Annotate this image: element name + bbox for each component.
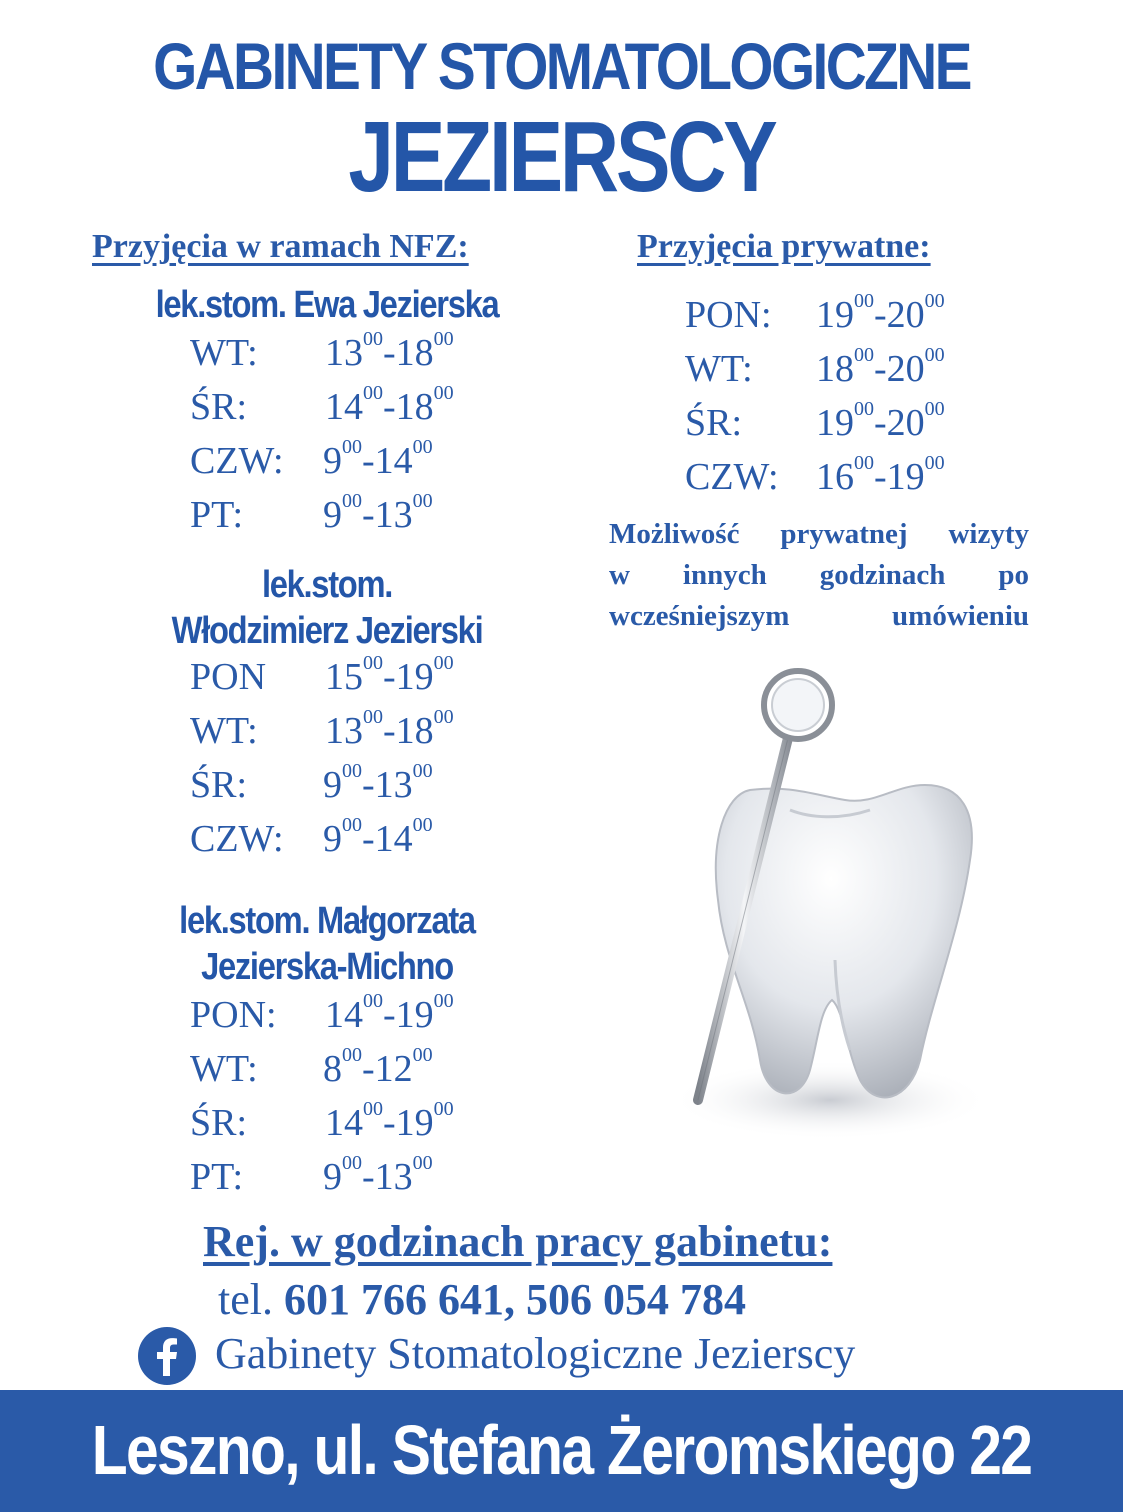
time-range: $9^{00}-13^{00}$ [323, 760, 433, 806]
end-minutes: 00 [433, 328, 454, 350]
start-hour: 19 [816, 402, 854, 444]
end-hour: 18 [395, 710, 434, 752]
hours-row [190, 758, 510, 812]
end-minutes: 00 [924, 344, 945, 366]
private-note [609, 514, 1029, 637]
hours-row [190, 1096, 510, 1150]
start-hour: 13 [325, 710, 363, 752]
end-hour: 13 [374, 764, 413, 806]
start-hour: 9 [323, 1156, 342, 1198]
time-range: $9^{00}-14^{00}$ [323, 814, 433, 860]
day-label: PT: [190, 1156, 244, 1198]
start-hour: 15 [325, 656, 363, 698]
end-minutes: 00 [412, 760, 433, 782]
phone-numbers[interactable]: 601 766 641, 506 054 784 [283, 1275, 746, 1324]
end-minutes: 00 [924, 290, 945, 312]
day-label: WT: [190, 332, 258, 374]
start-minutes: 00 [342, 436, 362, 458]
clinic-name: JEZIERSCY [348, 101, 775, 213]
day-label: ŚR: [190, 386, 248, 428]
end-hour: 13 [374, 1156, 413, 1198]
time-range: $9^{00}-13^{00}$ [323, 1152, 433, 1198]
time-range: $19^{00}-20^{00}$ [816, 290, 945, 336]
day-label: CZW: [190, 440, 284, 482]
doctor-name: lek.stom. [261, 564, 393, 606]
end-minutes: 00 [924, 398, 945, 420]
end-minutes: 00 [433, 706, 454, 728]
start-hour: 18 [816, 348, 854, 390]
time-range: $9^{00}-13^{00}$ [323, 490, 433, 536]
hours-row [190, 1042, 510, 1096]
start-hour: 9 [323, 440, 342, 482]
time-range: $8^{00}-12^{00}$ [323, 1044, 433, 1090]
clinic-title: GABINETY STOMATOLOGICZNE [153, 29, 970, 103]
hours-row [190, 812, 510, 866]
start-minutes: 00 [342, 814, 362, 836]
end-minutes: 00 [433, 382, 454, 404]
private-note-line: w innych godzinach po [609, 559, 1029, 591]
start-minutes: 00 [363, 382, 383, 404]
time-range: $14^{00}-18^{00}$ [325, 382, 454, 428]
day-label: ŚR: [190, 1102, 248, 1144]
time-range: $16^{00}-19^{00}$ [816, 452, 945, 498]
end-hour: 13 [374, 494, 413, 536]
start-hour: 8 [323, 1048, 342, 1090]
phone-line [218, 1274, 746, 1325]
start-minutes: 00 [363, 706, 383, 728]
start-minutes: 00 [342, 490, 362, 512]
private-note-line: Możliwość prywatnej wizyty [609, 518, 1029, 550]
hours-row [685, 450, 1005, 504]
day-label: PON [190, 656, 267, 698]
end-hour: 12 [374, 1048, 413, 1090]
start-hour: 9 [323, 764, 342, 806]
time-range: $18^{00}-20^{00}$ [816, 344, 945, 390]
start-hour: 13 [325, 332, 363, 374]
tooth-illustration [640, 660, 1000, 1160]
day-label: PON: [685, 294, 772, 336]
end-minutes: 00 [412, 1152, 433, 1174]
end-minutes: 00 [412, 1044, 433, 1066]
day-label: WT: [190, 710, 258, 752]
end-hour: 19 [886, 456, 925, 498]
day-label: CZW: [685, 456, 779, 498]
private-note-line: wcześniejszym umówieniu [609, 600, 1029, 632]
end-hour: 19 [395, 994, 434, 1036]
time-range: $14^{00}-19^{00}$ [325, 1098, 454, 1144]
end-hour: 19 [395, 1102, 434, 1144]
time-range: $9^{00}-14^{00}$ [323, 436, 433, 482]
hours-row [685, 342, 1005, 396]
doctor-name: lek.stom. Małgorzata [179, 900, 475, 942]
start-minutes: 00 [854, 452, 874, 474]
time-range: $15^{00}-19^{00}$ [325, 652, 454, 698]
hours-row [190, 1150, 510, 1204]
day-label: CZW: [190, 818, 284, 860]
registration-heading: Rej. w godzinach pracy gabinetu: [203, 1217, 833, 1266]
end-hour: 20 [886, 348, 925, 390]
start-minutes: 00 [342, 1152, 362, 1174]
start-minutes: 00 [363, 990, 383, 1012]
time-range: $19^{00}-20^{00}$ [816, 398, 945, 444]
hours-row [190, 704, 510, 758]
hours-row [685, 288, 1005, 342]
address: Leszno, ul. Stefana Żeromskiego 22 [91, 1411, 1032, 1489]
end-hour: 18 [395, 332, 434, 374]
hours-row [190, 380, 510, 434]
doctor-name: Włodzimierz Jezierski [171, 610, 483, 652]
start-minutes: 00 [363, 328, 383, 350]
end-hour: 20 [886, 294, 925, 336]
end-minutes: 00 [412, 814, 433, 836]
start-minutes: 00 [854, 290, 874, 312]
start-minutes: 00 [854, 398, 874, 420]
end-hour: 20 [886, 402, 925, 444]
end-hour: 19 [395, 656, 434, 698]
start-hour: 14 [325, 386, 363, 428]
doctor-name: lek.stom. Ewa Jezierska [155, 284, 499, 326]
end-minutes: 00 [433, 652, 454, 674]
end-hour: 14 [374, 440, 413, 482]
hours-row [190, 650, 510, 704]
doctor-name: Jezierska-Michno [201, 946, 453, 988]
day-label: ŚR: [190, 764, 248, 806]
time-range: $13^{00}-18^{00}$ [325, 328, 454, 374]
start-hour: 16 [816, 456, 854, 498]
end-minutes: 00 [433, 1098, 454, 1120]
end-minutes: 00 [433, 990, 454, 1012]
day-label: ŚR: [685, 402, 743, 444]
private-heading: Przyjęcia prywatne: [637, 228, 931, 265]
start-minutes: 00 [854, 344, 874, 366]
start-hour: 9 [323, 494, 342, 536]
nfz-heading: Przyjęcia w ramach NFZ: [92, 228, 469, 265]
end-hour: 18 [395, 386, 434, 428]
hours-row [190, 434, 510, 488]
facebook-icon[interactable] [137, 1326, 197, 1386]
start-minutes: 00 [363, 652, 383, 674]
phone-prefix: tel. [218, 1275, 273, 1324]
start-hour: 9 [323, 818, 342, 860]
hours-row [190, 988, 510, 1042]
hours-row [190, 488, 510, 542]
dental-mirror-illustration [768, 700, 808, 740]
day-label: PT: [190, 494, 244, 536]
day-label: PON: [190, 994, 277, 1036]
start-hour: 14 [325, 994, 363, 1036]
day-label: WT: [190, 1048, 258, 1090]
start-hour: 14 [325, 1102, 363, 1144]
time-range: $13^{00}-18^{00}$ [325, 706, 454, 752]
address-bar [0, 1390, 1123, 1512]
start-minutes: 00 [342, 760, 362, 782]
hours-row [685, 396, 1005, 450]
end-minutes: 00 [412, 436, 433, 458]
end-minutes: 00 [924, 452, 945, 474]
start-hour: 19 [816, 294, 854, 336]
facebook-page-name[interactable]: Gabinety Stomatologiczne Jezierscy [215, 1329, 856, 1378]
hours-row [190, 326, 510, 380]
end-hour: 14 [374, 818, 413, 860]
end-minutes: 00 [412, 490, 433, 512]
start-minutes: 00 [363, 1098, 383, 1120]
time-range: $14^{00}-19^{00}$ [325, 990, 454, 1036]
start-minutes: 00 [342, 1044, 362, 1066]
day-label: WT: [685, 348, 753, 390]
